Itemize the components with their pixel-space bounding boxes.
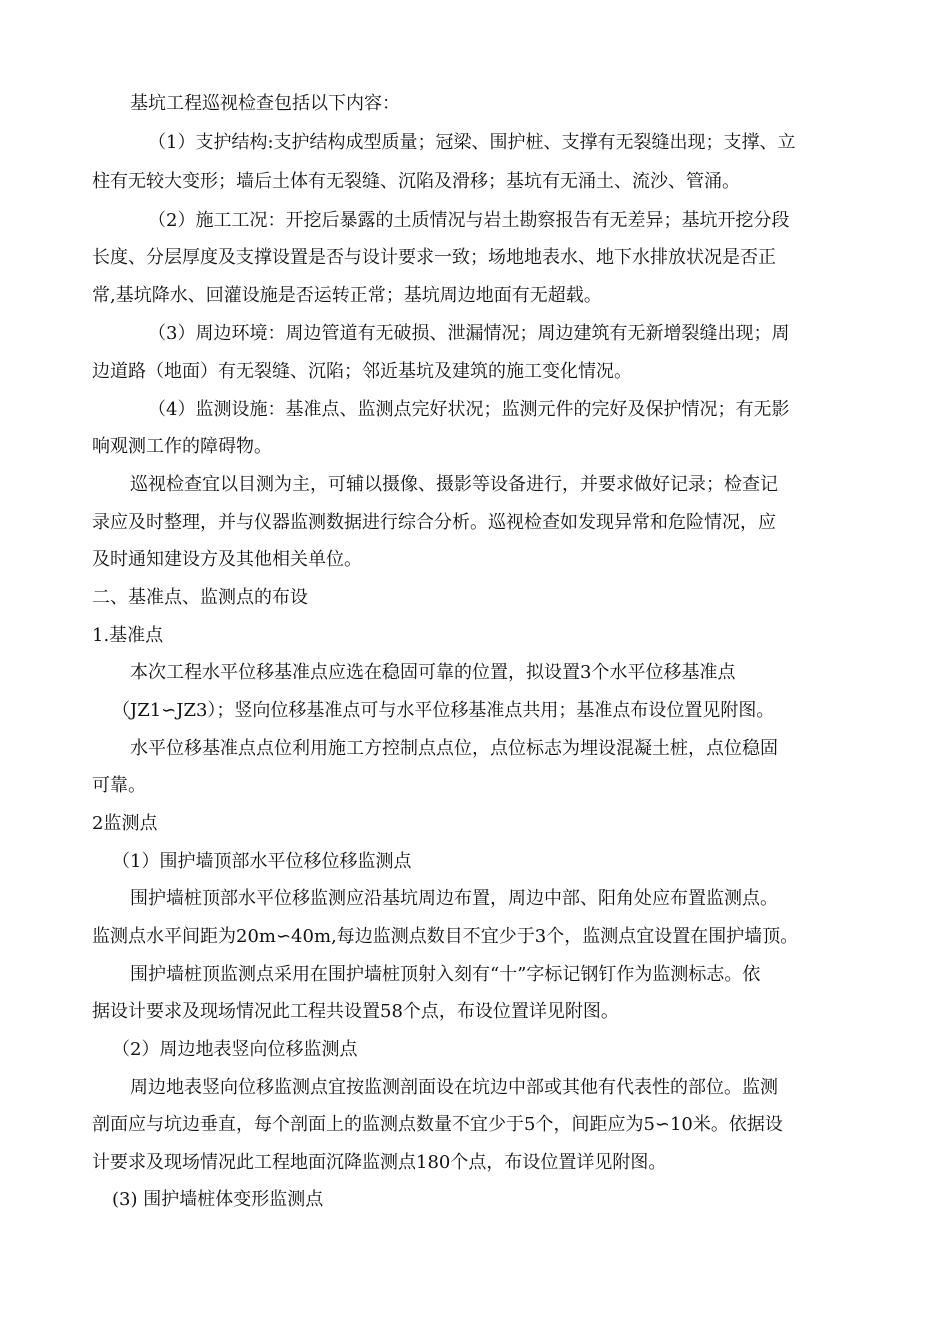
text-line: 常,基坑降水、回灌设施是否运转正常；基坑周边地面有无超载。 [92,285,602,306]
item-heading: （2）周边地表竖向位移监测点 [112,1039,358,1060]
text-line: 围护墙桩顶监测点采用在围护墙桩顶射入刻有“十”字标记钢钉作为监测标志。依 [130,964,761,985]
subsection-heading: 2监测点 [92,813,158,834]
text-line: 围护墙桩顶部水平位移监测应沿基坑周边布置，周边中部、阳角处应布置监测点。 [130,888,778,909]
text-line: 监测点水平间距为20m∽40m,每边监测点数目不宜少于3个，监测点宜设置在围护墙顶。 [92,926,799,947]
text-line: （JZ1∽JZ3）；竖向位移基准点可与水平位移基准点共用；基准点布设位置见附图。 [112,700,775,721]
item-heading: （1）围护墙顶部水平位移位移监测点 [112,851,412,872]
subsection-heading: 1.基准点 [92,625,164,646]
item-heading: (3) 围护墙桩体变形监测点 [112,1189,324,1210]
text-line: 响观测工作的障碍物。 [92,436,272,457]
text-line: 据设计要求及现场情况此工程共设置58个点，布设位置详见附图。 [92,1001,619,1022]
text-line: （4）监测设施：基准点、监测点完好状况；监测元件的完好及保护情况；有无影 [148,399,790,420]
text-line: 周边地表竖向位移监测点宜按监测剖面设在坑边中部或其他有代表性的部位。监测 [130,1077,778,1098]
text-line: 基坑工程巡视检查包括以下内容： [130,93,400,114]
text-line: 本次工程水平位移基准点应选在稳固可靠的位置，拟设置3个水平位移基准点 [130,662,736,683]
text-line: 边道路（地面）有无裂缝、沉陷；邻近基坑及建筑的施工变化情况。 [92,361,632,382]
text-line: 及时通知建设方及其他相关单位。 [92,549,362,570]
text-line: 计要求及现场情况此工程地面沉降监测点180个点，布设位置详见附图。 [92,1152,667,1173]
text-line: 水平位移基准点点位利用施工方控制点点位，点位标志为埋设混凝土桩，点位稳固 [130,738,778,759]
text-line: 可靠。 [92,775,146,796]
text-line: （1）支护结构:支护结构成型质量；冠梁、围护桩、支撑有无裂缝出现；支撑、立 [148,132,796,153]
text-line: （3）周边环境：周边管道有无破损、泄漏情况；周边建筑有无新增裂缝出现；周 [148,323,790,344]
text-line: （2）施工工况：开挖后暴露的土质情况与岩土勘察报告有无差异；基坑开挖分段 [148,210,790,231]
text-line: 长度、分层厚度及支撑设置是否与设计要求一致；场地地表水、地下水排放状况是否正 [92,247,776,268]
text-line: 柱有无较大变形；墙后土体有无裂缝、沉陷及滑移；基坑有无涌土、流沙、管涌。 [92,171,740,192]
text-line: 录应及时整理，并与仪器监测数据进行综合分析。巡视检查如发现异常和危险情况，应 [92,512,776,533]
text-line: 巡视检查宜以目测为主，可辅以摄像、摄影等设备进行，并要求做好记录；检查记 [130,474,778,495]
section-heading: 二、基准点、监测点的布设 [92,587,308,608]
text-line: 剖面应与坑边垂直，每个剖面上的监测点数量不宜少于5个，间距应为5∽10米。依据设 [92,1114,783,1135]
